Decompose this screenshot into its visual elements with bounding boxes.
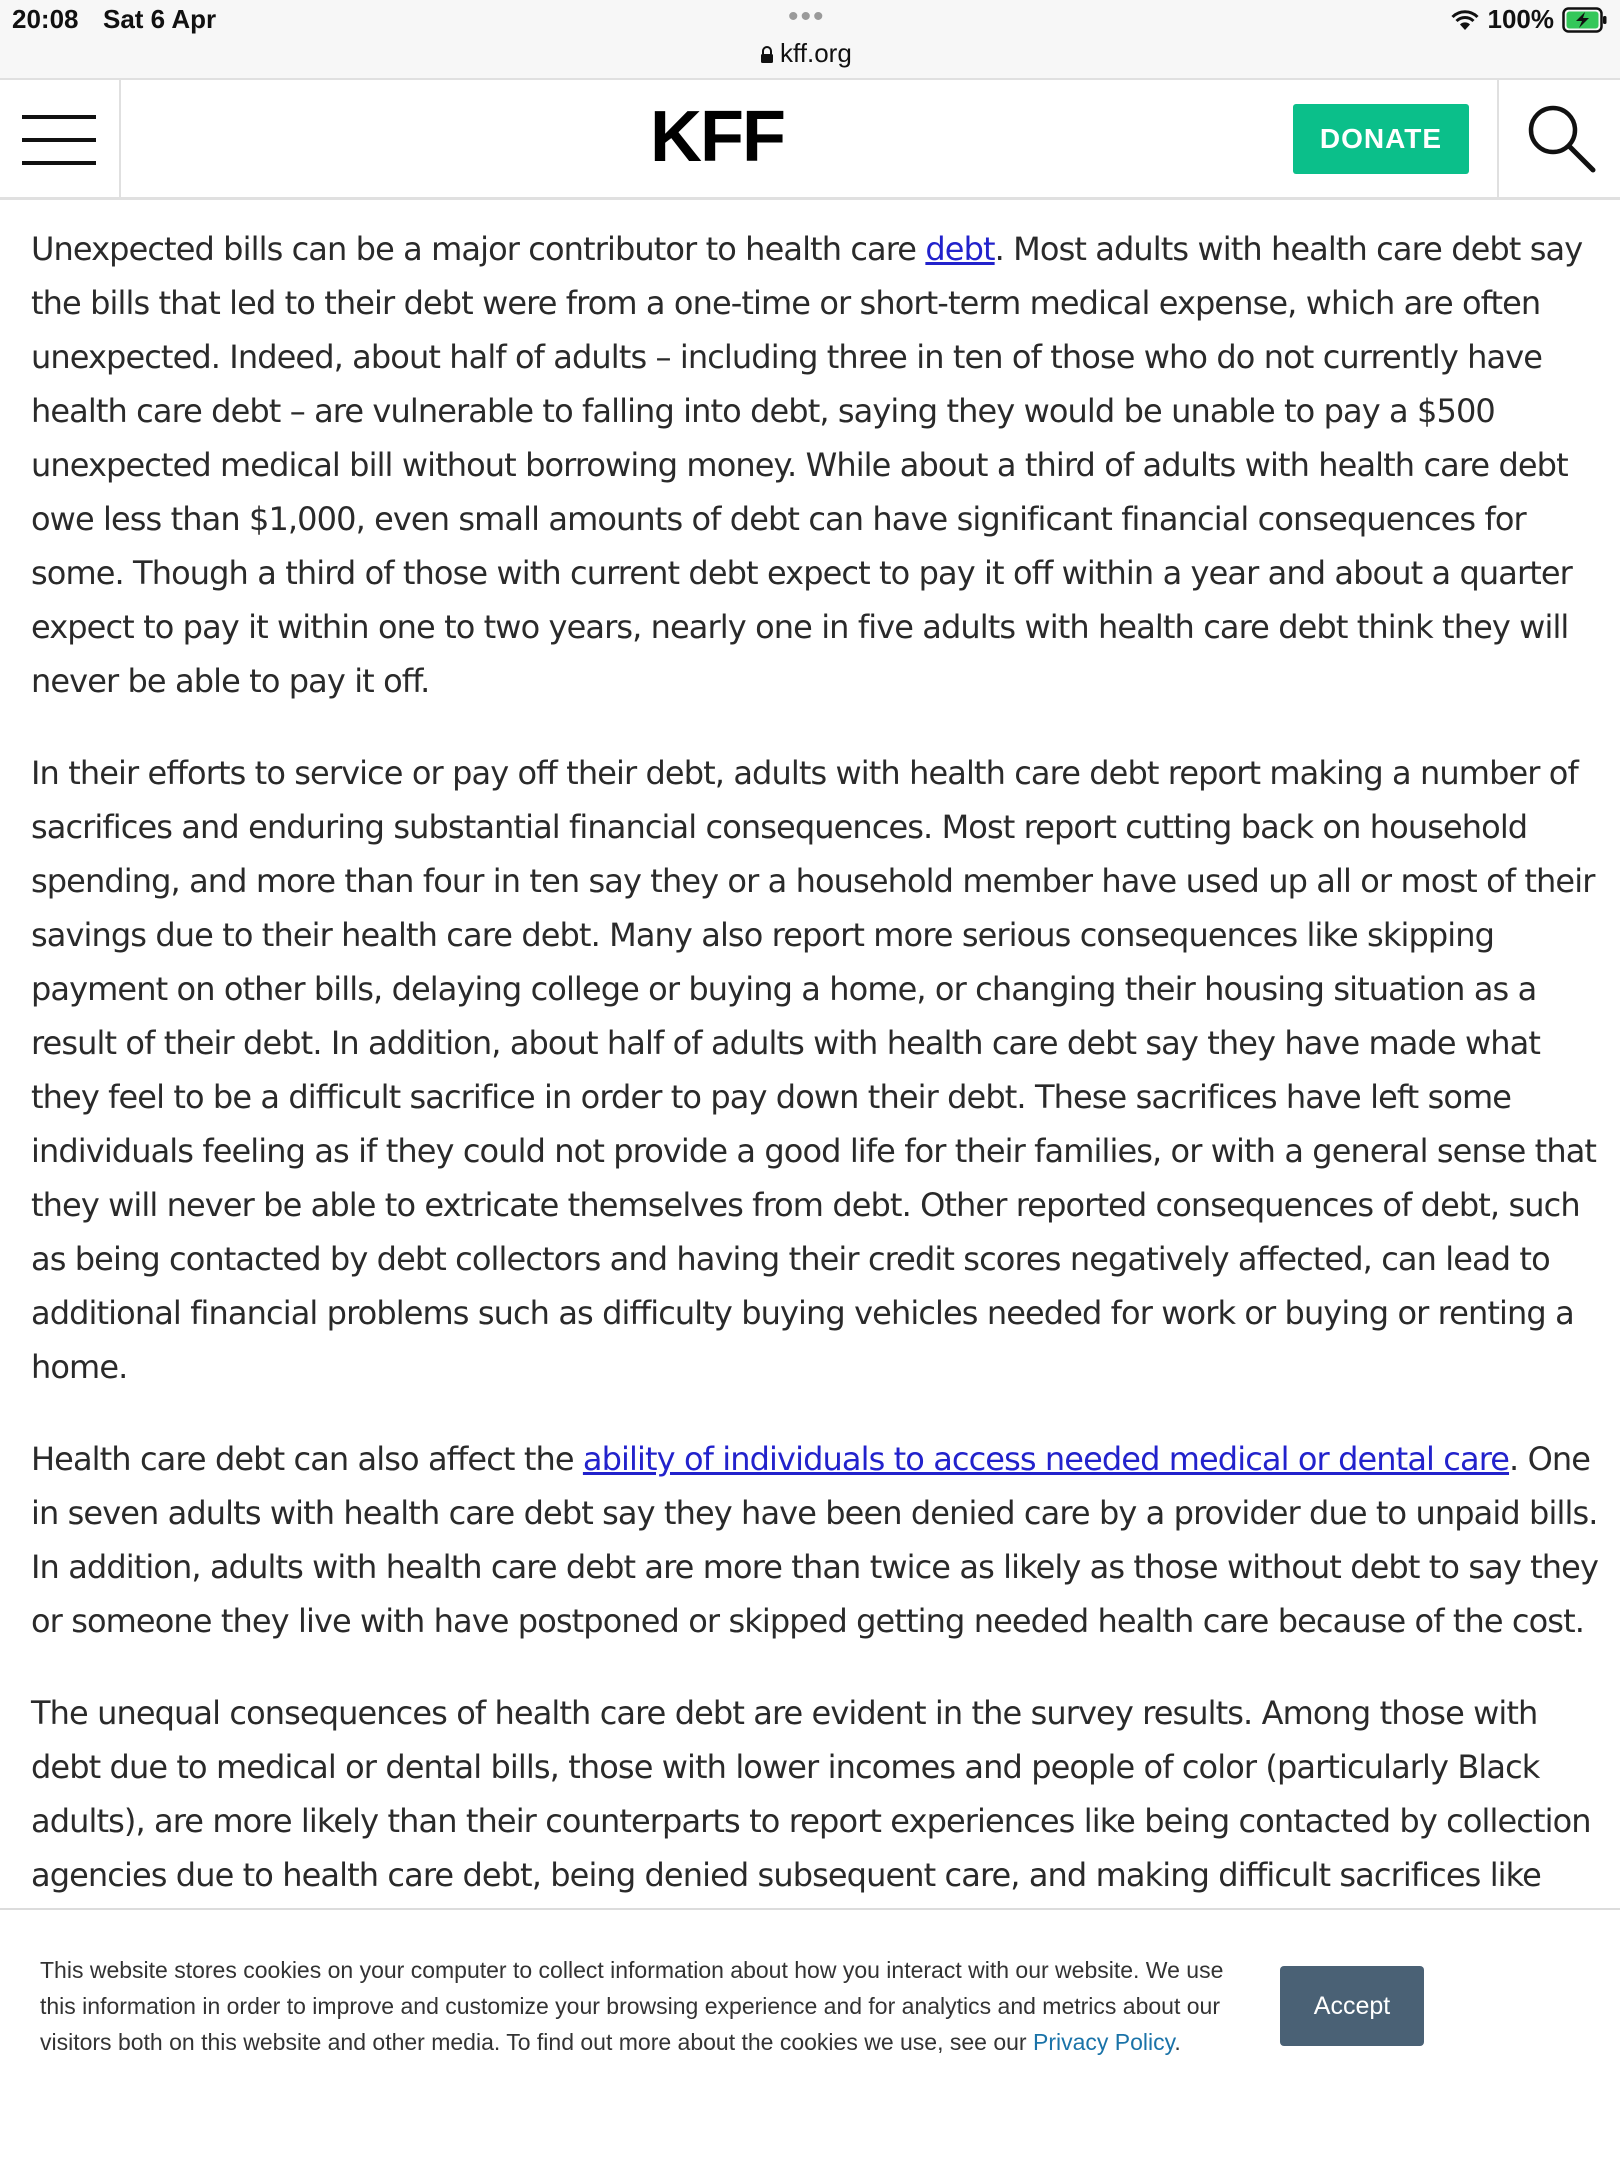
debt-link[interactable]: debt: [925, 230, 995, 268]
accept-cookies-button[interactable]: Accept: [1280, 1966, 1424, 2046]
site-header: [0, 78, 1620, 200]
battery-percent: 100%: [1487, 4, 1554, 34]
privacy-policy-link[interactable]: Privacy Policy: [1032, 2029, 1175, 2055]
lock-icon: [760, 46, 774, 62]
search-button[interactable]: [1497, 80, 1620, 199]
cookie-message: This website stores cookies on your computer to collect information about how you interact with our website. We use this information in order to improve and customize your browsing experience and for analytics and metrics about our visitors both on this website and other media. To find out more about the cookies we use, see our Privacy Policy.: [40, 1957, 1224, 2055]
status-time: 20:08: [12, 4, 79, 34]
address-url: kff.org: [780, 38, 852, 68]
article-paragraph-3: Health care debt can also affect the ability of individuals to access needed medical or dental care. One in seven adults with health care debt say they have been denied care by a provider due to unpaid bills. In addition, adults with health care debt are more than twice as likely as those without debt to say they or someone they live with have postponed or skipped getting needed health care because of the cost.: [31, 1440, 1599, 1640]
status-indicators: [1450, 4, 1609, 35]
cookie-banner: [0, 1908, 1620, 2160]
menu-button[interactable]: [0, 80, 121, 199]
donate-button[interactable]: DONATE: [1293, 104, 1469, 174]
kff-logo[interactable]: KFF: [650, 97, 784, 177]
status-bar: [0, 0, 1620, 78]
article-paragraph-4: The unequal consequences of health care debt are evident in the survey results. Among those with debt due to medical or dental bills, those with lower incomes and people of color (particularly Black adults), are more likely than their counterparts to report experiences like being contacted by collection agencies due to health care debt, being denied subsequent care, and making difficult sacrifices like: [31, 1694, 1591, 1894]
address-bar[interactable]: [760, 38, 852, 69]
access-care-link[interactable]: ability of individuals to access needed medical or dental care: [582, 1440, 1510, 1478]
status-date: Sat 6 Apr: [103, 4, 217, 34]
article-body: [31, 222, 1611, 1994]
hamburger-menu-icon: [22, 115, 96, 165]
article-paragraph-2: In their efforts to service or pay off their debt, adults with health care debt report making a number of sacrifices and enduring substantial financial consequences. Most report cutting back on household spending, and more than four in ten say they or a household member have used up all or most of their savings due to their health care debt. Many also report more serious consequences like skipping payment on other bills, delaying college or buying a home, or changing their housing situation as a result of their debt. In addition, about half of adults with health care debt say they have made what they feel to be a difficult sacrifice in order to pay down their debt. These sacrifices have left some individuals feeling as if they could not provide a good life for their families, or with a general sense that they will never be able to extricate themselves from debt. Other reported consequences of debt, such as being contacted by debt collectors and having their credit scores negatively affected, can lead to additional financial problems such as difficulty buying vehicles needed for work or buying or renting a home.: [31, 754, 1597, 1386]
wifi-icon: [1450, 9, 1480, 31]
article-paragraph-1: Unexpected bills can be a major contributor to health care debt. Most adults with health care debt say the bills that led to their debt were from a one-time or short-term medical expense, which are often unexpected. Indeed, about half of adults – including three in ten of those who do not currently have health care debt – are vulnerable to falling into debt, saying they would be unable to pay a $500 unexpected medical bill without borrowing money. While about a third of adults with health care debt owe less than $1,000, even small amounts of debt can have significant financial consequences for some. Though a third of those with current debt expect to pay it off within a year and about a quarter expect to pay it within one to two years, nearly one in five adults with health care debt think they will never be able to pay it off.: [31, 230, 1583, 700]
search-icon: [1525, 102, 1597, 174]
tab-dots-icon[interactable]: •••: [788, 0, 826, 33]
battery-charging-icon: [1562, 7, 1608, 33]
